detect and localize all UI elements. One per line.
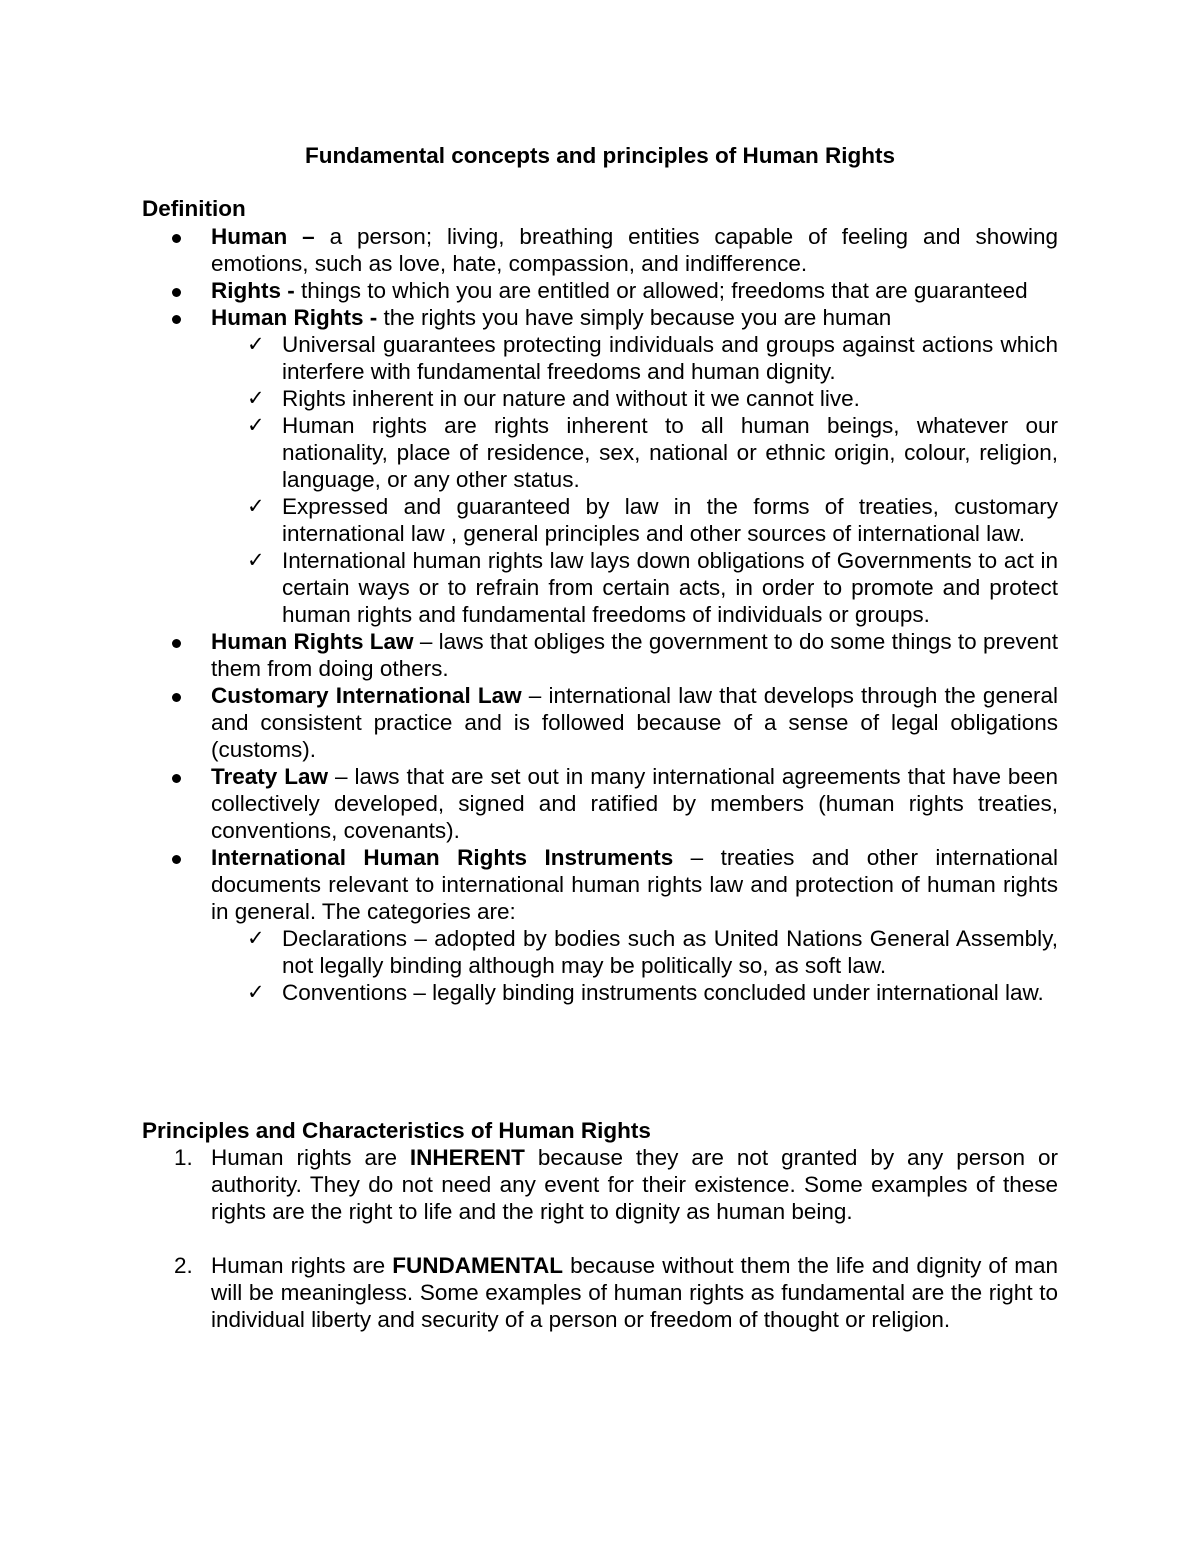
definition-item-human [0, 223, 1200, 277]
definition-item-instruments [0, 844, 1200, 1006]
principle-item-inherent: 1. Human rights are INHERENT because they are not granted by any person or authority. They do not need any event for their existence. Some examples of these rights are the right to life and the right to dignity as human being. [174, 1145, 1059, 1224]
list-item: ✓ Human rights are rights inherent to all human beings, whatever our nationality, place of residence, sex, national or ethnic origin, colour, religion, language, or any other status. [247, 413, 1058, 492]
checkmark-icon: ✓ [247, 494, 265, 518]
principles-heading: Principles and Characteristics of Human Rights [142, 1118, 651, 1143]
instruments-sublist [211, 925, 1058, 1006]
term: Treaty Law [211, 764, 329, 789]
checkmark-icon: ✓ [247, 548, 265, 572]
bullet-icon [172, 774, 181, 783]
bullet-icon [172, 288, 181, 297]
checkmark-icon: ✓ [247, 332, 265, 356]
list-item: ✓ Declarations – adopted by bodies such as United Nations General Assembly, not legally binding although may be politically so, as soft law. [247, 926, 1058, 978]
definition-item-human-rights [0, 304, 1200, 628]
definition-item-customary-law [0, 682, 1200, 763]
definition-text: – international law that develops through the general and consistent practice and is followed because of a sense of legal obligations (customs). [211, 683, 1058, 762]
definition-list [0, 223, 1200, 1006]
bullet-icon [172, 639, 181, 648]
definition-item-human-rights-law [0, 628, 1200, 682]
definition-text: – treaties and other international documents relevant to international human rights law and protection of human rights in general. The categories are: [211, 845, 1058, 924]
list-item: ✓ Universal guarantees protecting individuals and groups against actions which interfere with fundamental freedoms and human dignity. [247, 332, 1058, 384]
list-item: ✓ Rights inherent in our nature and without it we cannot live. [247, 386, 860, 411]
definition-text: – laws that obliges the government to do some things to prevent them from doing others. [211, 629, 1058, 681]
bullet-icon [172, 315, 181, 324]
bullet-icon [172, 234, 181, 243]
principles-list [0, 1144, 1200, 1333]
checkmark-icon: ✓ [247, 926, 265, 950]
item-number: 1. [174, 1145, 193, 1170]
list-item: ✓ Conventions – legally binding instruments concluded under international law. [247, 980, 1044, 1005]
term: Customary International Law [211, 683, 522, 708]
checkmark-icon: ✓ [247, 980, 265, 1004]
principle-item-fundamental: 2. Human rights are FUNDAMENTAL because without them the life and dignity of man will be meaningless. Some examples of human rights as fundamental are the right to individual liberty and security of a person or freedom of thought or religion. [174, 1253, 1058, 1332]
term: INHERENT [409, 1145, 525, 1170]
term: FUNDAMENTAL [392, 1253, 564, 1278]
definition-item-treaty-law [0, 763, 1200, 844]
term: Rights - [211, 278, 295, 303]
checkmark-icon: ✓ [247, 413, 265, 437]
term: International Human Rights Instruments [211, 845, 674, 870]
term: Human Rights - [211, 305, 378, 330]
term: Human – [211, 224, 315, 249]
definition-heading: Definition [142, 196, 246, 221]
item-number: 2. [174, 1253, 193, 1278]
bullet-icon [172, 855, 181, 864]
page-title: Fundamental concepts and principles of Human Rights [304, 143, 896, 168]
definition-text: things to which you are entitled or allowed; freedoms that are guaranteed [294, 278, 1028, 303]
bullet-icon [172, 693, 181, 702]
list-item: ✓ Expressed and guaranteed by law in the forms of treaties, customary international law , general principles and other sources of international law. [247, 494, 1058, 546]
definition-text: – laws that are set out in many international agreements that have been collectively developed, signed and ratified by members (human rights treaties, conventions, covenants). [211, 764, 1058, 843]
term: Human Rights Law [211, 629, 414, 654]
definition-item-rights [0, 277, 1200, 304]
checkmark-icon: ✓ [247, 386, 265, 410]
list-item: ✓ International human rights law lays down obligations of Governments to act in certain ways or to refrain from certain acts, in order to promote and protect human rights and fundamental freedoms of individuals or groups. [247, 548, 1058, 627]
definition-text: a person; living, breathing entities capable of feeling and showing emotions, such as love, hate, compassion, and indifference. [211, 224, 1058, 276]
human-rights-sublist [211, 331, 1058, 628]
definition-text: the rights you have simply because you are human [377, 305, 892, 330]
